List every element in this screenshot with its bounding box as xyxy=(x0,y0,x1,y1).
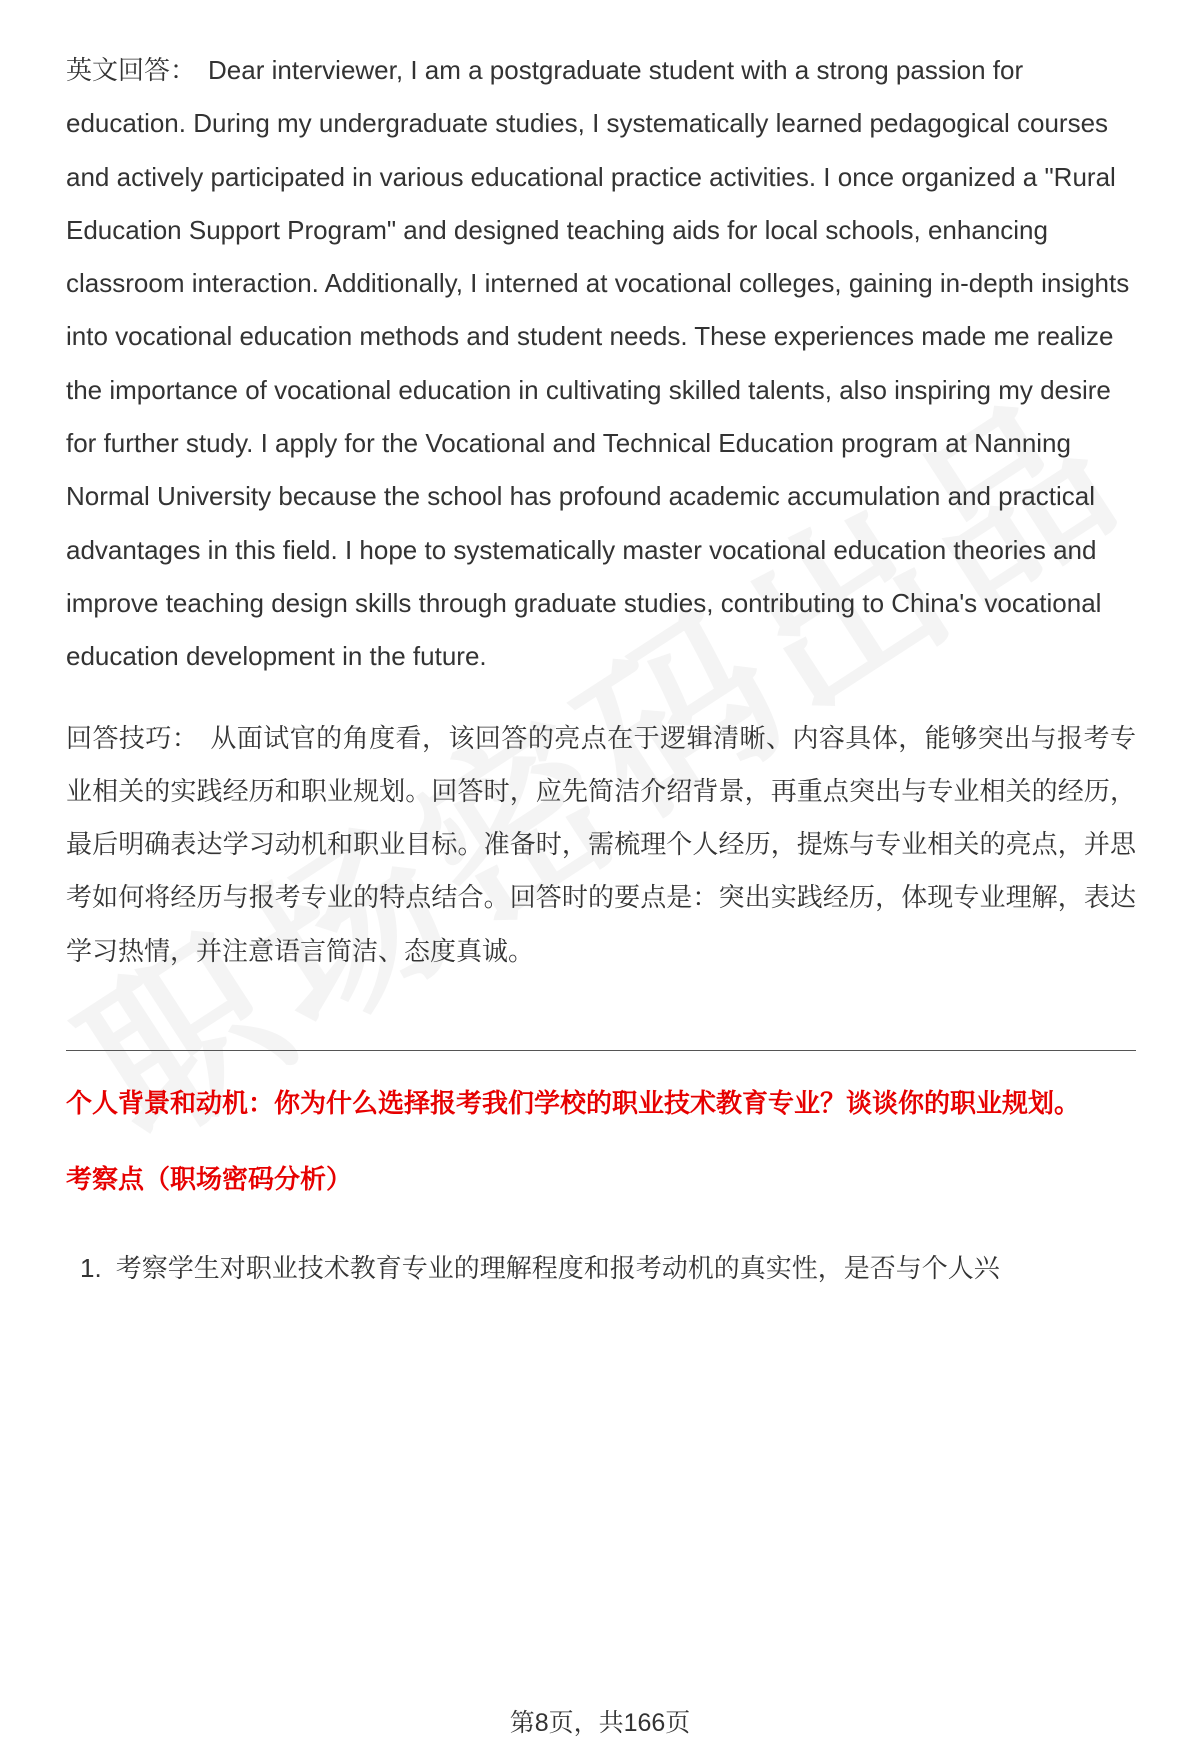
question-heading: 个人背景和动机：你为什么选择报考我们学校的职业技术教育专业？谈谈你的职业规划。 xyxy=(66,1088,1081,1119)
page-footer: 第8页，共166页 xyxy=(509,1709,691,1737)
section-divider xyxy=(66,1050,1136,1051)
answer-technique-paragraph xyxy=(66,712,1136,978)
analysis-heading: 考察点（职场密码分析） xyxy=(66,1164,353,1195)
answer-technique-label: 回答技巧： xyxy=(66,722,199,753)
list-item-text: 考察学生对职业技术教育专业的理解程度和报考动机的真实性，是否与个人兴 xyxy=(115,1252,1000,1283)
list-item xyxy=(66,1248,1136,1290)
answer-technique-text: 从面试官的角度看，该回答的亮点在于逻辑清晰、内容具体，能够突出与报考专业相关的实践经历和职业规划。回答时，应先简洁介绍背景，再重点突出与专业相关的经历，最后明确表达学习动机和职业目标。准备时，需梳理个人经历，提炼与专业相关的亮点，并思考如何将经历与报考专业的特点结合。回答时的要点是：突出实践经历，体现专业理解，表达学习热情，并注意语言简洁、态度真诚。 xyxy=(66,722,1136,966)
list-item-number: 1. xyxy=(80,1252,102,1283)
english-answer-text: Dear interviewer, I am a postgraduate student with a strong passion for education. During my undergraduate studies, I systematically learned pedagogical courses and actively participated in various educational practice activities. I once organized a "Rural Education Support Program" and designed teaching aids for local schools, enhancing classroom interaction. Additionally, I interned at vocational colleges, gaining in-depth insights into vocational education methods and student needs. These experiences made me realize the importance of vocational education in cultivating skilled talents, also inspiring my desire for further study. I apply for the Vocational and Technical Education program at Nanning Normal University because the school has profound academic accumulation and practical advantages in this field. I hope to systematically master vocational education theories and improve teaching design skills through graduate studies, contributing to China's vocational education development in the future. xyxy=(66,55,1130,672)
analysis-list xyxy=(66,1248,1136,1290)
english-answer-paragraph xyxy=(66,44,1136,684)
english-answer-label: 英文回答： xyxy=(66,55,197,85)
